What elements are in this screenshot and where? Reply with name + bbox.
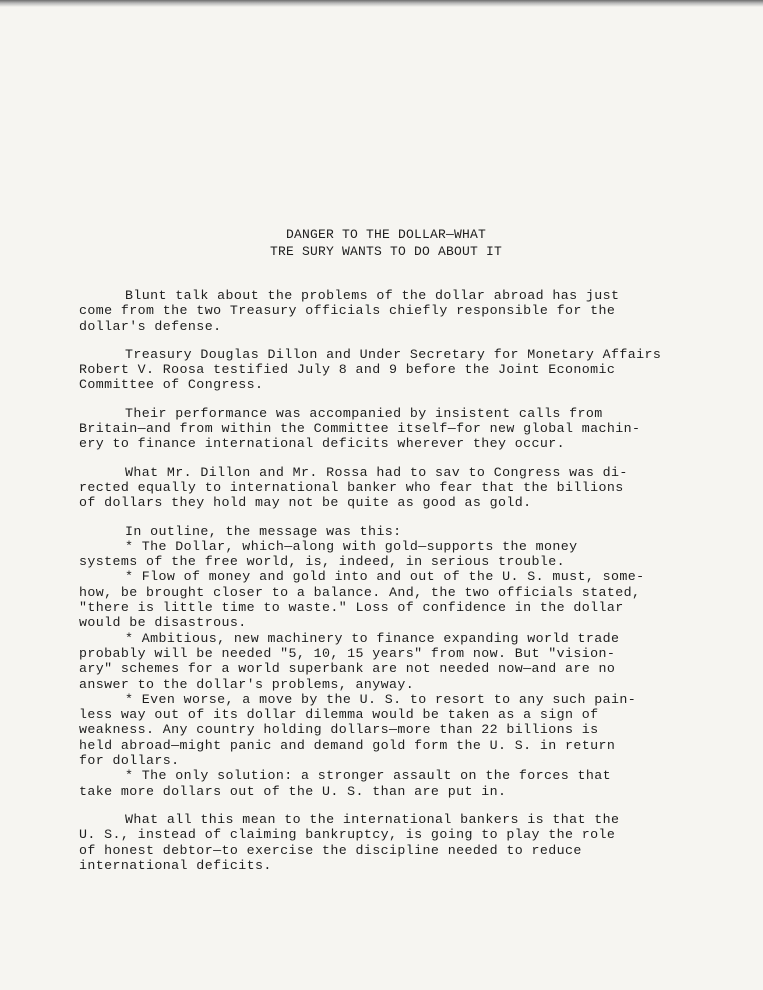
paragraph-conclusion [79,812,719,873]
text-line: ary" schemes for a world superbank are not needed now—and are no [79,661,616,677]
bullet-line: * Ambitious, new machinery to finance expanding world trade [125,630,620,646]
text-line: of dollars they hold may not be quite as good as gold. [79,495,532,511]
text-line: how, be brought closer to a balance. And, the two officials stated, [79,584,641,600]
bullet-line: * Flow of money and gold into and out of the U. S. must, some- [125,569,645,585]
bullet-line: * The only solution: a stronger assault on the forces that [125,768,612,784]
text-line: would be disastrous. [79,615,247,631]
text-line: take more dollars out of the U. S. than are put in. [79,783,507,799]
paragraph-performance [79,406,719,452]
text-line: probably will be needed "5, 10, 15 years" from now. But "vision- [79,645,616,661]
paragraph-outline [79,524,719,799]
text-line: What Mr. Dillon and Mr. Rossa had to sav to Congress was di- [125,464,628,480]
text-line: come from the two Treasury officials chiefly responsible for the [79,303,616,319]
text-line: U. S., instead of claiming bankruptcy, is going to play the role [79,827,616,843]
text-line: answer to the dollar's problems, anyway. [79,676,415,692]
page-top-edge [0,0,763,7]
text-line: Treasury Douglas Dillon and Under Secretary for Monetary Affairs [125,346,662,362]
bullet-line: * Even worse, a move by the U. S. to resort to any such pain- [125,691,637,707]
title-line-1: DANGER TO THE DOLLAR—WHAT [285,227,487,242]
title-line-2: TRE SURY WANTS TO DO ABOUT IT [269,244,503,259]
bullet-line: * The Dollar, which—along with gold—supports the money [125,538,578,554]
text-line: systems of the free world, is, indeed, in serious trouble. [79,554,566,570]
text-line: less way out of its dollar dilemma would be taken as a sign of [79,707,599,723]
document-body [79,288,719,886]
text-line: "there is little time to waste." Loss of confidence in the dollar [79,600,624,616]
document-title [0,226,763,260]
paragraph-intro [79,288,719,334]
text-line: rected equally to international banker who fear that the billions [79,479,624,495]
paragraph-bankers [79,465,719,511]
text-line: ery to finance international deficits wherever they occur. [79,436,566,452]
text-line: held abroad—might panic and demand gold form the U. S. in return [79,737,616,753]
text-line: Britain—and from within the Committee itself—for new global machin- [79,421,641,437]
paragraph-testimony [79,347,719,393]
text-line: Blunt talk about the problems of the dollar abroad has just [125,288,620,303]
text-line: dollar's defense. [79,318,222,334]
text-line: What all this mean to the international bankers is that the [125,811,620,827]
text-line: In outline, the message was this: [125,523,402,539]
text-line: Robert V. Roosa testified July 8 and 9 before the Joint Economic [79,362,616,378]
text-line: Committee of Congress. [79,377,264,393]
text-line: of honest debtor—to exercise the discipline needed to reduce [79,842,582,858]
text-line: weakness. Any country holding dollars—more than 22 billions is [79,722,599,738]
text-line: for dollars. [79,753,180,769]
text-line: international deficits. [79,857,272,873]
text-line: Their performance was accompanied by insistent calls from [125,405,603,421]
